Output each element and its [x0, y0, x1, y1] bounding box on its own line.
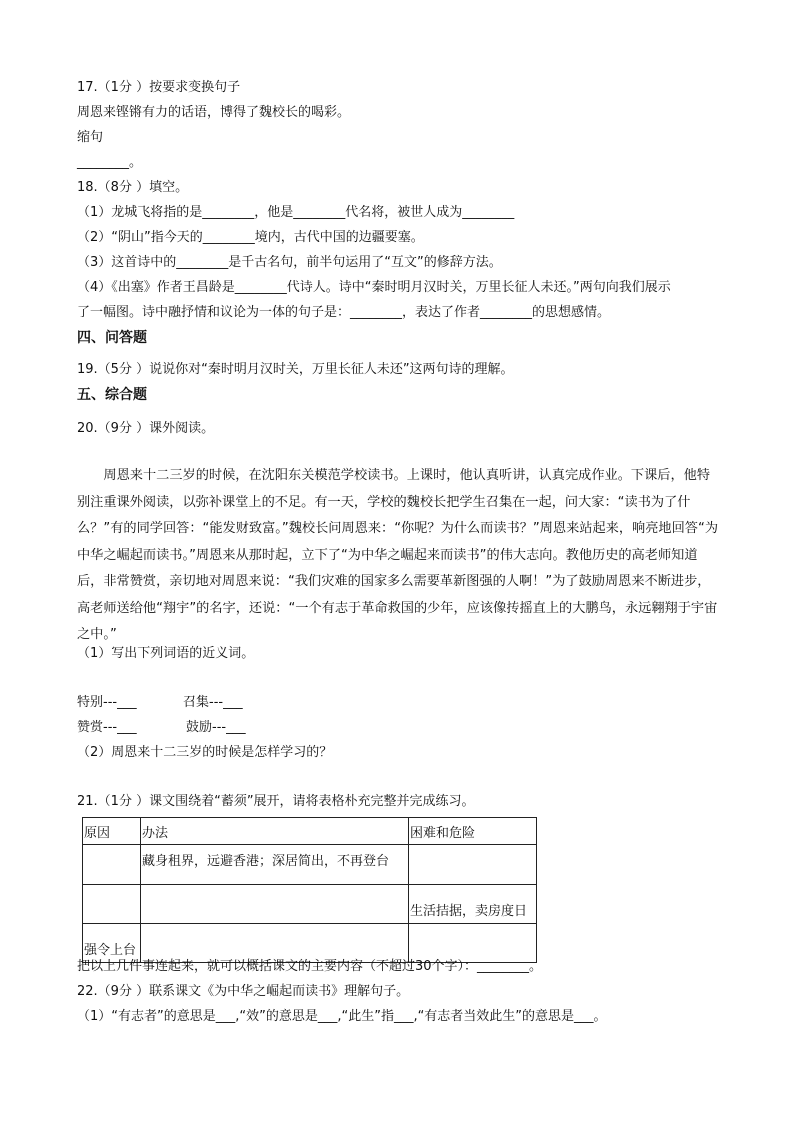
- q21-table: [82, 817, 537, 963]
- q18-item-1: （1）龙城飞将指的是________，他是________代名将，被世人成为________: [77, 205, 515, 220]
- q20-word-zanshang: 赞赏---___: [77, 720, 137, 735]
- q22-sub1: （1）“有志者”的意思是___,“效”的意思是___,“此生”指___,“有志者当效此生”的意思是___。: [77, 1009, 607, 1024]
- table-header-cell: 办法: [141, 818, 409, 845]
- table-cell: 生活拮据，卖房度日: [409, 885, 537, 924]
- q18-item-4: （4）《出塞》作者王昌龄是________代诗人。诗中“秦时明月汉时关，万里长征人未还。”两句向我们展示: [77, 280, 671, 295]
- table-header-cell: 困难和危险: [409, 818, 537, 845]
- q20-word-zhaoji: 召集---___: [183, 695, 243, 710]
- q20-word-tebie: 特别---___: [77, 695, 137, 710]
- q17-answer-blank[interactable]: ________。: [77, 155, 143, 170]
- table-cell[interactable]: [83, 845, 141, 885]
- q19-text: 19.（5分 ）说说你对“秦时明月汉时关，万里长征人未还”这两句诗的理解。: [77, 362, 514, 377]
- table-cell[interactable]: [141, 885, 409, 924]
- table-row: [83, 924, 537, 963]
- table-cell[interactable]: [409, 924, 537, 963]
- q21-summary: 把以上几件事连起来，就可以概括课文的主要内容（不超过30个字）：________。: [77, 959, 543, 974]
- q22-header: 22.（9分 ）联系课文《为中华之崛起而读书》理解句子。: [77, 984, 410, 999]
- q17-header: 17.（1分 ）按要求变换句子: [77, 80, 241, 95]
- q17-sentence: 周恩来铿锵有力的话语，博得了魏校长的喝彩。: [77, 105, 351, 120]
- table-header-cell: 原因: [83, 818, 141, 845]
- q21-header: 21.（1分 ）课文围绕着“蓄须”展开，请将表格朴充完整并完成练习。: [77, 794, 475, 809]
- section-4-title: 四、问答题: [77, 330, 147, 346]
- section-5-title: 五、综合题: [77, 387, 147, 403]
- table-cell[interactable]: [83, 885, 141, 924]
- q20-passage: 周恩来十二三岁的时候，在沈阳东关模范学校读书。上课时，他认真听讲，认真完成作业。下课后，他特别注重课外阅读，以弥补课堂上的不足。有一天，学校的魏校长把学生召集在一起，问大家：“读书为了什么？”有的同学回答：“能发财致富。”魏校长问周恩来：“你呢？为什么而读书？”周恩来站起来，响亮地回答“为中华之崛起而读书。”周恩来从那时起，立下了“为中华之崛起来而读书”的伟大志向。教他历史的高老师知道后，非常赞赏，亲切地对周恩来说：“我们灾难的国家多么需要革新图强的人啊！”为了鼓励周恩来不断进步，高老师送给他“翔宇”的名字，还说：“一个有志于革命救国的少年，应该像抟摇直上的大鹏鸟，永远翱翔于宇宙之中。”: [77, 468, 719, 642]
- q20-sub1: （1）写出下列词语的近义词。: [77, 646, 255, 661]
- q18-item-2: （2）“阴山”指今天的________境内，古代中国的边疆要塞。: [77, 230, 424, 245]
- q17-task: 缩句: [77, 130, 104, 145]
- table-cell[interactable]: [141, 924, 409, 963]
- q18-header: 18.（8分 ）填空。: [77, 180, 189, 195]
- q18-item-3: （3）这首诗中的________是千古名句，前半句运用了“互文”的修辞方法。: [77, 255, 502, 270]
- table-row: [83, 885, 537, 924]
- q18-item-4-cont: 了一幅图。诗中融抒情和议论为一体的句子是：________，表达了作者________的思想感情。: [77, 305, 611, 320]
- table-row: [83, 845, 537, 885]
- q20-sub2: （2）周恩来十二三岁的时候是怎样学习的？: [77, 745, 333, 760]
- q20-header: 20.（9分 ）课外阅读。: [77, 421, 215, 436]
- table-cell: 藏身租界，远避香港；深居简出，不再登台: [141, 845, 409, 885]
- table-cell: 强令上台: [83, 924, 141, 963]
- q20-word-guli: 鼓励---___: [186, 720, 246, 735]
- table-header-row: [83, 818, 537, 845]
- table-cell[interactable]: [409, 845, 537, 885]
